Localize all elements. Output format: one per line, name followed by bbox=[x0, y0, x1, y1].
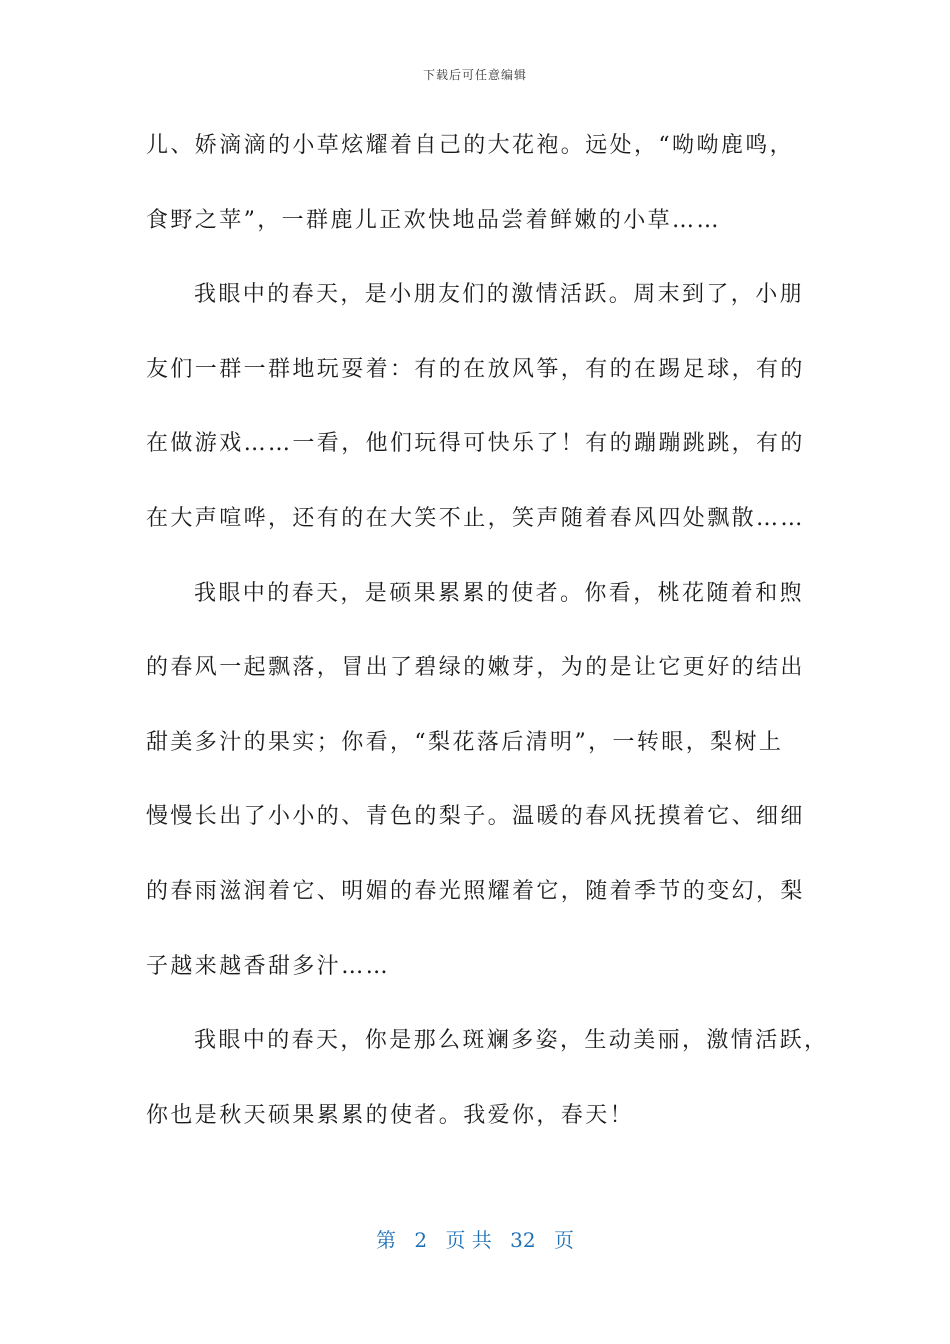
text-line: 友们一群一群地玩耍着：有的在放风筝，有的在踢足球，有的 bbox=[146, 356, 805, 382]
page-middle-text: 页 共 bbox=[445, 1228, 492, 1252]
text-line: 慢慢长出了小小的、青色的梨子。温暖的春风抚摸着它、细细 bbox=[146, 804, 805, 830]
total-page-count: 32 bbox=[510, 1228, 536, 1252]
text-line: 子越来越香甜多汁…… bbox=[146, 953, 391, 979]
page-number-footer bbox=[0, 1224, 950, 1253]
text-line: 在大声喧哗，还有的在大笑不止，笑声随着春风四处飘散…… bbox=[146, 505, 805, 531]
text-line: 甜美多汁的果实；你看，“梨花落后清明”，一转眼，梨树上 bbox=[146, 729, 784, 755]
current-page-number: 2 bbox=[414, 1228, 428, 1252]
paragraph-start-line: 我眼中的春天，是小朋友们的激情活跃。周末到了，小朋 bbox=[194, 282, 805, 308]
text-line: 在做游戏……一看，他们玩得可快乐了！有的蹦蹦跳跳，有的 bbox=[146, 431, 805, 457]
text-line: 儿、娇滴滴的小草炫耀着自己的大花袍。远处，“呦呦鹿鸣， bbox=[146, 133, 795, 158]
page-suffix: 页 bbox=[553, 1228, 574, 1252]
text-line: 的春风一起飘落，冒出了碧绿的嫩芽，为的是让它更好的结出 bbox=[146, 655, 805, 681]
paragraph-start-line: 我眼中的春天，是硕果累累的使者。你看，桃花随着和煦 bbox=[194, 580, 805, 606]
document-body bbox=[146, 124, 829, 1168]
paragraph-start-line: 我眼中的春天，你是那么斑斓多姿，生动美丽，激情活跃， bbox=[194, 1028, 829, 1054]
text-line: 你也是秋天硕果累累的使者。我爱你，春天！ bbox=[146, 1102, 635, 1128]
page-header: 下载后可任意编辑 bbox=[422, 68, 527, 82]
page-prefix: 第 bbox=[376, 1228, 396, 1252]
text-line: 的春雨滋润着它、明媚的春光照耀着它，随着季节的变幻，梨 bbox=[146, 878, 805, 904]
text-line: 食野之苹”，一群鹿儿正欢快地品尝着鲜嫩的小草…… bbox=[146, 207, 721, 233]
